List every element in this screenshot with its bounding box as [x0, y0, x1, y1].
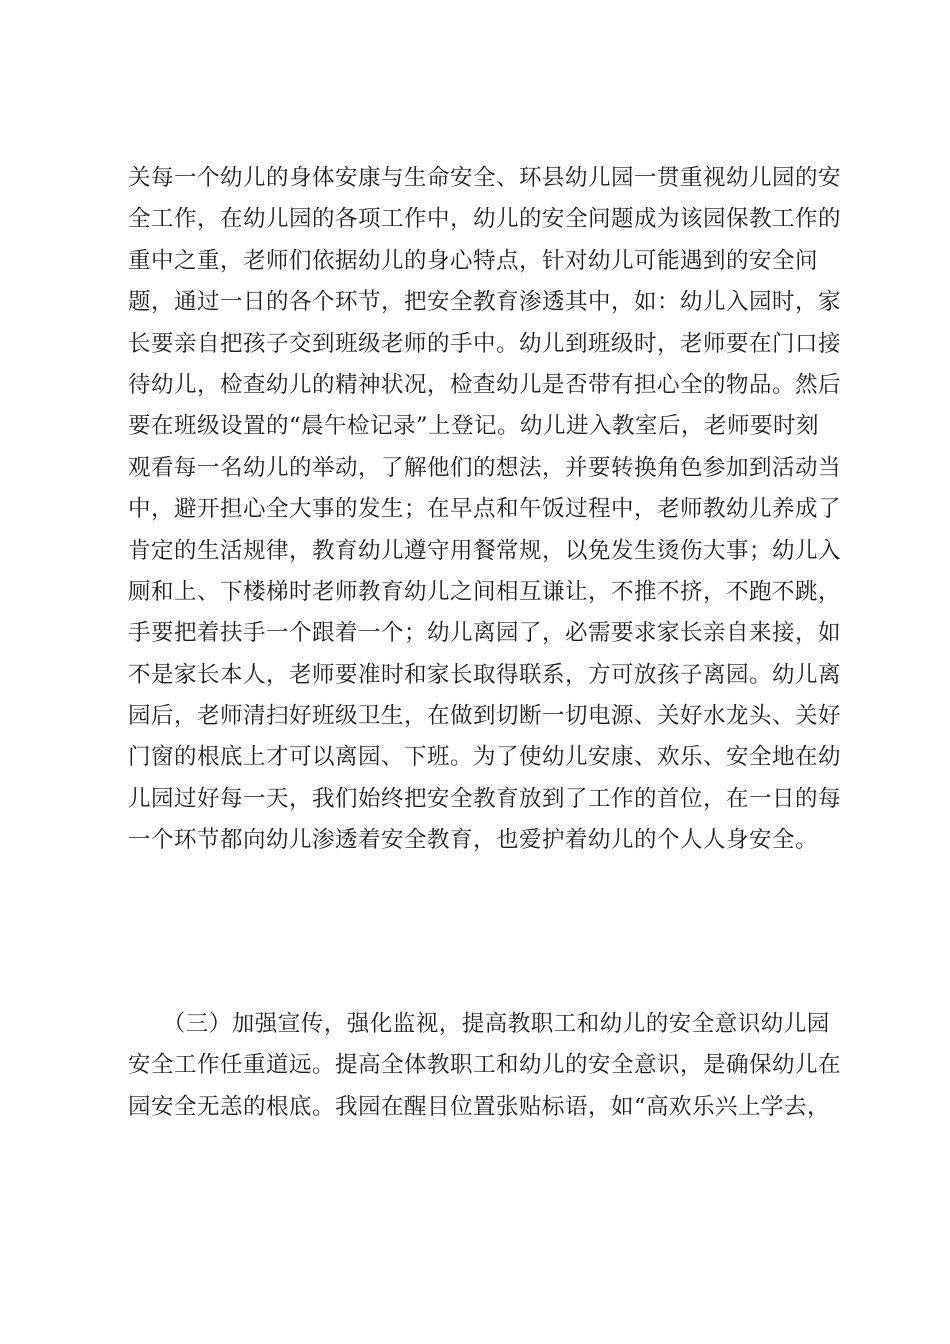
text-line: 园后，老师清扫好班级卫生，在做到切断一切电源、关好水龙头、关好 — [128, 703, 842, 730]
text-line: 门窗的根底上才可以离园、下班。为了使幼儿安康、欢乐、安全地在幼 — [128, 744, 842, 771]
text-line: 长要亲自把孩子交到班级老师的手中。幼儿到班级时，老师要在门口接 — [128, 330, 842, 357]
text-line: 关每一个幼儿的身体安康与生命安全、环县幼儿园一贯重视幼儿园的安 — [128, 165, 842, 191]
text-line: 观看每一名幼儿的举动，了解他们的想法，并要转换角色参加到活动当 — [128, 454, 842, 481]
text-line: 全工作，在幼儿园的各项工作中，幼儿的安全问题成为该园保教工作的 — [128, 206, 842, 233]
text-line: 儿园过好每一天，我们始终把安全教育放到了工作的首位，在一日的每 — [128, 785, 842, 812]
text-line: 园安全无恙的根底。我园在醒目位置张贴标语，如“高欢乐兴上学去， — [128, 1093, 831, 1120]
paragraph-2 — [128, 1004, 848, 1128]
text-line: 中，避开担心全大事的发生；在早点和午饭过程中，老师教幼儿养成了 — [128, 496, 842, 523]
text-line: 一个环节都向幼儿渗透着安全教育，也爱护着幼儿的个人人身安全。 — [128, 827, 819, 854]
text-line: 待幼儿，检查幼儿的精神状况，检查幼儿是否带有担心全的物品。然后 — [128, 371, 842, 398]
text-line: 重中之重，老师们依据幼儿的身心特点，针对幼儿可能遇到的安全问 — [128, 247, 819, 274]
paragraph-1 — [128, 158, 848, 862]
text-line: 题，通过一日的各个环节，把安全教育渗透其中，如：幼儿入园时，家 — [128, 289, 842, 316]
text-line: 手要把着扶手一个跟着一个；幼儿离园了，必需要求家长亲自来接，如 — [128, 620, 842, 647]
text-line: 厕和上、下楼梯时老师教育幼儿之间相互谦让，不推不挤，不跑不跳， — [128, 578, 842, 605]
text-line: （三）加强宣传，强化监视，提高教职工和幼儿的安全意识幼儿园 — [128, 1011, 830, 1037]
text-line: 要在班级设置的“晨午检记录”上登记。幼儿进入教室后，老师要时刻 — [128, 413, 820, 440]
text-line: 不是家长本人，老师要准时和家长取得联系，方可放孩子离园。幼儿离 — [128, 661, 842, 688]
text-line: 肯定的生活规律，教育幼儿遵守用餐常规，以免发生烫伤大事；幼儿入 — [128, 537, 842, 564]
text-line: 安全工作任重道远。提高全体教职工和幼儿的安全意识，是确保幼儿在 — [128, 1052, 842, 1079]
